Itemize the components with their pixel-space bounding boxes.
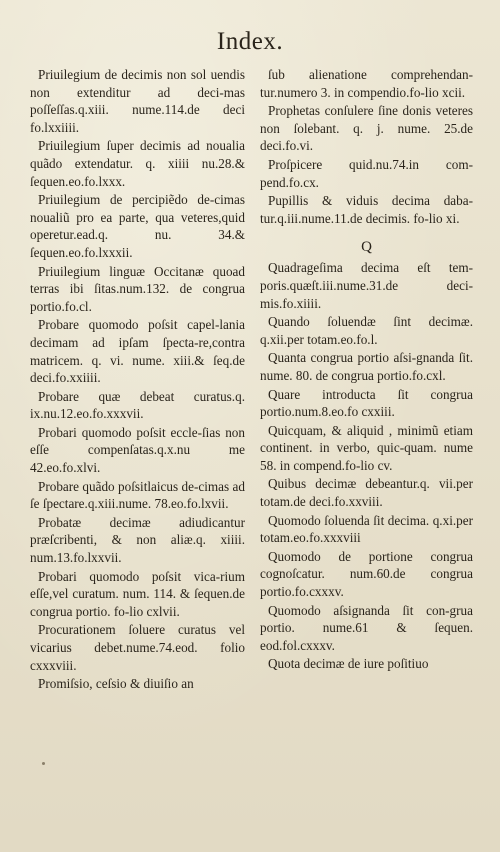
index-entry: Quomodo aſsignanda ſit con-grua portio. nume.61 & ſequen. eod.fol.cxxxv. <box>260 602 473 653</box>
index-entry: Quicquam, & aliquid , minimũ etiam continent. in verbo, quic-quam. nume 58. in compend.fo-lio cv. <box>260 422 473 473</box>
index-entry: Proſpicere quid.nu.74.in com-pend.fo.cx. <box>260 156 473 190</box>
index-entry: Quare introducta ſit congrua portio.num.8.eo.fo cxxiii. <box>260 386 473 420</box>
index-entry: Quota decimæ de iure poſitiuo <box>268 656 429 672</box>
index-entry: Quibus decimæ debeantur.q. vii.per totam.de deci.fo.xxviii. <box>260 476 473 510</box>
index-entry: Quomodo ſoluenda ſit decima. q.xi.per totam.eo.fo.xxxviii <box>260 512 473 546</box>
index-entry: Quomodo de portione congrua cognoſcatur. num.60.de congrua portio.fo.cxxxv. <box>260 548 473 600</box>
index-entry: Probari quomodo poſsit eccle-ſias non eſſe compenſatas.q.x.nu me 42.eo.fo.xlvi. <box>30 424 245 476</box>
page-title: Index. <box>216 28 284 55</box>
ink-speck <box>42 762 45 765</box>
index-entry: ſub alienatione comprehendan-tur.numero 3. in compendio.fo-lio xcii. <box>260 67 473 100</box>
index-entry: Priuilegium linguæ Occitanæ quoad terras ibi ſitas.num.132. de congrua portio.fo.cl. <box>30 263 245 314</box>
left-column <box>30 66 245 694</box>
right-column <box>260 66 473 674</box>
index-entry: Procurationem ſoluere curatus vel vicarius debet.nume.74.eod. folio cxxxviii. <box>30 622 245 673</box>
section-letter: Q <box>361 239 372 256</box>
index-entry: Probare quomodo poſsit capel-lania decimam ad ipſam ſpecta-re,contra matricem. q. vi. nume. xiii.& ſeq.de deci.fo.xxiiii. <box>30 317 245 386</box>
index-entry: Promiſsio, ceſsio & diuiſio an <box>38 676 194 692</box>
index-entry: Probari quomodo poſsit vica-rium eſſe,vel curatum. num. 114. & ſequen.de congrua portio. fo-lio cxlvii. <box>30 568 245 619</box>
index-entry: Quando ſoluendæ ſint decimæ. q.xii.per totam.eo.fo.l. <box>260 314 473 347</box>
index-entry: Priuilegium de decimis non sol uendis non extenditur ad deci-mas poſſeſſas.q.xiii. nume.114.de deci fo.lxxiiii. <box>30 67 245 135</box>
index-entry: Pupillis & viduis decima daba-tur.q.iii.nume.11.de decimis. fo-lio xi. <box>260 193 473 226</box>
index-entry: Probare quæ debeat curatus.q. ix.nu.12.eo.fo.xxxvii. <box>30 388 245 422</box>
index-entry: Quadrageſima decima eſt tem-poris.quæſt.iii.nume.31.de deci-mis.fo.xiiii. <box>260 260 473 311</box>
index-entry: Probatæ decimæ adiudicantur præſcribenti, & non aliæ.q. xiiii. num.13.fo.lxxvii. <box>30 514 245 566</box>
index-entry: Quanta congrua portio aſsi-gnanda ſit. nume. 80. de congrua portio.fo.cxl. <box>260 350 473 383</box>
index-entry: Probare quãdo poſsitlaicus de-cimas ad ſe ſpectare.q.xiii.nume. 78.eo.fo.lxvii. <box>30 478 245 512</box>
index-entry: Priuilegium ſuper decimis ad noualia quãdo extendatur. q. xiiii nu.28.& ſequen.eo.fo.lxxx. <box>30 138 245 189</box>
index-entry: Prophetas conſulere ſine donis veteres non ſolebant. q. j. nume. 25.de deci.fo.vi. <box>260 103 473 154</box>
index-entry: Priuilegium de percipiẽdo de-cimas noualiũ pro ea parte, qua veteres,quid operetur.ead.q. nu. 34.& ſequen.eo.fo.lxxxii. <box>30 192 245 260</box>
